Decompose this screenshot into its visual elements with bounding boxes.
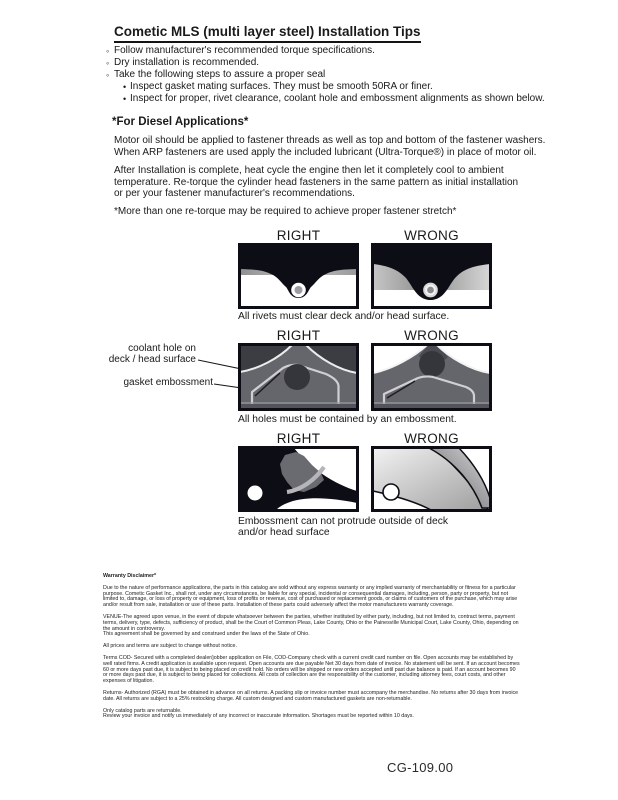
text-line: After Installation is complete, heat cycle the engine then let it completely cool to ambient bbox=[114, 165, 504, 176]
warranty-paragraph: Terms COD- Secured with a completed dealer/jobber application on File, COD-Company check with a current credit card number on file. Open accounts may be established by well rated firms. A credit application is available upon request. Open accounts are due payable Net 30 days from date of invoice. No statement will be sent. If an account becomes 60 or more days past due, it is subject to being placed on credit hold. No orders will be shipped or new orders accepted until past due balance is paid. If an account becomes 90 or more days past due, it is subject to being placed for collections. All costs of collection are the responsibility of the customer, including attorney fees, court costs, and other expenses of litigation. bbox=[103, 654, 520, 685]
row2-caption: All holes must be contained by an embossment. bbox=[238, 414, 457, 425]
row1-caption: All rivets must clear deck and/or head surface. bbox=[238, 311, 450, 322]
list-item-text: Inspect for proper, rivet clearance, coolant hole and embossment alignments as shown below. bbox=[130, 93, 545, 104]
open-bullet-icon: ◦ bbox=[106, 70, 110, 80]
warranty-paragraph: All prices and terms are subject to change without notice. bbox=[103, 643, 237, 650]
warranty-paragraph: Returns- Authorized (RGA) must be obtained in advance on all returns. A packing slip or invoice number must accompany the merchandise. No returns after 30 days from invoice date. All returns are subject to a 25% restocking charge. All custom designed and custom manufactured gaskets are non-returnable. bbox=[103, 689, 519, 702]
embossment-wrong-illustration bbox=[371, 343, 492, 411]
rivet-icon bbox=[423, 282, 439, 298]
diagram-rivet-right-image bbox=[238, 243, 359, 309]
caption-line: and/or head surface bbox=[238, 527, 330, 538]
filled-bullet-icon: • bbox=[123, 94, 127, 104]
list-item-text: Inspect gasket mating surfaces. They must be smooth 50RA or finer. bbox=[130, 81, 433, 92]
rivet-icon bbox=[291, 283, 306, 298]
warranty-paragraph: Only catalog parts are returnable. bbox=[103, 707, 182, 714]
row3-caption bbox=[238, 516, 448, 538]
sub-list-item bbox=[123, 93, 545, 105]
coolant-hole-label bbox=[60, 344, 196, 365]
diagram-rivet-wrong-image bbox=[371, 243, 492, 309]
list-item bbox=[106, 45, 545, 57]
diesel-applications-heading: *For Diesel Applications* bbox=[112, 116, 249, 128]
text-line: When ARP fasteners are used apply the included lubricant (Ultra-Torque®) in place of motor oil. bbox=[114, 146, 537, 158]
open-bullet-icon: ◦ bbox=[106, 46, 110, 56]
text-line: temperature. Re-torque the cylinder head fasteners in the same pattern as initial installation bbox=[114, 176, 519, 188]
coolant-hole-icon bbox=[419, 351, 445, 377]
diagram-protrusion-right-image bbox=[238, 446, 359, 512]
retorque-note: *More than one re-torque may be required to achieve proper fastener stretch* bbox=[114, 206, 457, 217]
row2-wrong-label: WRONG bbox=[404, 328, 459, 343]
page-title: Cometic MLS (multi layer steel) Installation Tips bbox=[114, 24, 421, 43]
diagram-embossment-wrong-image bbox=[371, 343, 492, 411]
list-item bbox=[106, 69, 545, 81]
list-item bbox=[106, 57, 545, 69]
row2-right-label: RIGHT bbox=[276, 328, 321, 343]
warranty-paragraph: Review your invoice and notify us immediately of any incorrect or inaccurate information. Shortages must be reported within 10 days. bbox=[103, 713, 414, 720]
warranty-disclaimer bbox=[103, 574, 520, 720]
protrusion-right-illustration bbox=[238, 446, 359, 512]
list-item-text: Take the following steps to assure a proper seal bbox=[114, 69, 326, 80]
installation-tips-list bbox=[106, 45, 545, 105]
row1-right-label: RIGHT bbox=[276, 228, 321, 243]
diagram-embossment-right-image bbox=[238, 343, 359, 411]
label-line: coolant hole on bbox=[128, 343, 196, 354]
text-line: or per your fastener manufacturer's recommendations. bbox=[114, 188, 355, 199]
warranty-paragraph: VENUE-The agreed upon venue, in the event of dispute whatsoever between the parties, whether instituted by either party, including, but not limited to, contract terms, payment terms, delivery, type, defects, sufficiency of product, shall be the Court of Common Pleas, Lake County, Ohio or the Painesville Municipal Court, Lake County, Ohio, depending on the amount in controversy. bbox=[103, 613, 519, 632]
diesel-paragraph-1 bbox=[114, 135, 545, 158]
open-bullet-icon: ◦ bbox=[106, 58, 110, 68]
row3-right-label: RIGHT bbox=[276, 431, 321, 446]
embossment-right-illustration bbox=[238, 343, 359, 411]
warranty-paragraph: Due to the nature of performance applications, the parts in this catalog are sold without any express warranty or any implied warranty of merchantability or fitness for a particular purpose. Cometic Gasket Inc., shall not, under any circumstances, be liable for any special, incidental or consequential damages, including, person, party or property, but not limited to, damage, or loss of property or equipment, loss of profits or revenue, cost of purchased or replacement goods, or claims of customers of the purchase, which may arise and/or result from sale, installation or use of these parts. Installation of these parts could adversely affect the motor manufacturers warranty coverage. bbox=[103, 584, 518, 609]
rivet-wrong-illustration bbox=[371, 243, 492, 309]
warranty-heading: Warranty Disclaimer* bbox=[103, 573, 157, 579]
page-code: CG-109.00 bbox=[387, 760, 454, 775]
gasket-embossment-label: gasket embossment bbox=[123, 377, 213, 388]
row1-wrong-label: WRONG bbox=[404, 228, 459, 243]
text-line: Motor oil should be applied to fastener threads as well as top and bottom of the fastener washers. bbox=[114, 135, 546, 146]
list-item-text: Follow manufacturer's recommended torque specifications. bbox=[114, 45, 375, 56]
bolt-hole-icon bbox=[248, 486, 263, 501]
rivet-right-illustration bbox=[238, 243, 359, 309]
diesel-paragraph-2 bbox=[114, 165, 518, 200]
diagram-protrusion-wrong-image bbox=[371, 446, 492, 512]
warranty-paragraph: This agreement shall be governed by and construed under the laws of the State of Ohio. bbox=[103, 631, 310, 638]
row3-wrong-label: WRONG bbox=[404, 431, 459, 446]
coolant-hole-icon bbox=[284, 364, 310, 390]
filled-bullet-icon: • bbox=[123, 82, 127, 92]
label-line: deck / head surface bbox=[108, 353, 196, 365]
caption-line: Embossment can not protrude outside of deck bbox=[238, 516, 449, 527]
list-item-text: Dry installation is recommended. bbox=[114, 57, 260, 68]
protrusion-wrong-illustration bbox=[371, 446, 492, 512]
sub-list-item bbox=[123, 81, 545, 93]
bolt-hole-icon bbox=[383, 484, 399, 500]
